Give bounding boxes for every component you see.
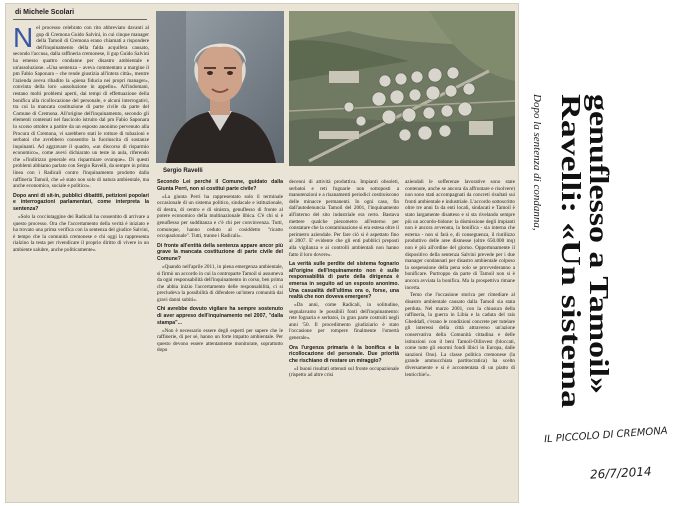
interview-answer: decenni di attività produttiva. Impianti obsoleti, serbatoi e reti fognarie non sottoposti a manutenzioni e a risanamenti periodici costituiscono delle minacce permanenti. In ogni caso, fin dall'autodenuncia Tamoil del 2001, l'inquinamento all'interno del sito industriale era certo. Bastava mettere qualche piezometro all'esterno per constatare che la contaminazione si era estesa oltre il perimetro aziendale. Per fare ciò si è aspettato fino al 2007. E' evidente che gli enti pubblici preposti alla vigilanza e ai controlli ambientali non hanno fatto il loro dovere». bbox=[289, 179, 399, 258]
headline-line-2: genuflesso a Tamoil» bbox=[584, 94, 614, 333]
drop-cap: N bbox=[13, 25, 34, 53]
interview-answer: «Da anni, come Radicali, in solitudine, segnalavamo le possibili fonti dell'inquinamento: rete fognaria e serbatoi, in gran parte costruiti negli anni '50. Il procedimento giudiziario è stato l'occasione per rompere finalmente l'omertà generale». bbox=[289, 302, 399, 342]
interview-answer: «Solo la cocciutaggine dei Radicali ha consentito di arrivare a questo processo. Ora che l'accertamento della verità è iniziato e ha trovato una prima verifica con la sentenza del giudice Salvini, è tempo che la comunità cremonese e chi oggi la rappresenta rialzino la testa per rivendicare il proprio diritto di vivere in un ambiente salubre, anche politicamente». bbox=[13, 214, 149, 253]
interview-question: Secondo Lei perché il Comune, guidato dalla Giunta Perri, non si costituì parte civile? bbox=[157, 179, 283, 192]
article-column-2 bbox=[157, 179, 283, 501]
interview-answer: aziendali le sofferenze lavorative sono state contenute, anche se ancora da affrontare e risolvere) non sono stati accompagnati da concreti risultati sui fronti ambientale e industriale. L'accordo sottoscritto oltre tre anni fa da enti locali, sindacati e Tamoil è stato largamente disatteso e si sta rivelando sempre più un accordo-bidone: la dismissione degli impianti non è ancora avvenuta, la bonifica - sia interna che esterna - non si farà e, di conseguenza, il riutilizzo produttivo delle aree dismesse (oltre 650.000 mq) non è più all'ordine del giorno. Opportunamente il dispositivo della sentenza Salvini prevede per i due manager condannati per disastro ambientale colposo la sospensione della pena solo se provvederanno a bonificare. Purtroppo da parte di Tamoil non si è ancora avviata la bonifica. Ma la prospettiva rimane incerta. bbox=[405, 179, 515, 291]
article-paragraph: el processo celebrato con rito abbreviato davanti al gup di Cremona Guido Salvini, in cui cinque manager della Tamoil di Cremona erano chiamati a rispondere dell'inquinamento della falda acquifera causato, secondo l'accusa, dalla raffineria cremonese, il gup Guido Salvini ha emesso quattro condanne per disastro ambientale e un'assoluzione. «Una sentenza – aveva commentato a margine il pm Fabio Saponara – che rende giustizia all'intera città», mentre l'azienda aveva ribadito la «piena fiducia nei propri manager», convinta della loro «assoluzione in appello». All'indomani, restano molti problemi aperti, dai tempi di effettuazione della bonifica alla ricollocazione del personale, e alcuni interrogativi, tra cui la mancata costituzione di parte civile da parte del Comune di Cremona. All'origine dell'inquinamento, secondo gli elementi contenuti nel fascicolo istruito dal pm Fabio Saponara lo scorso ottobre a partire da un esposto anonimo pervenuto alla Procura di Cremona, vi sarebbero stati le rotture di tubazioni e serbatoi che avrebbero consentito la fuoriuscita di sostanze inquinanti. Ad aggravare il quadro, «un discorso di risparmio economico», come avevi dichiarato un teste in aula, riferendo che «l'indirizzo generale era risparmiare ovunque». Di questi problemi abbiamo parlato con Sergio Ravelli, da sempre in prima linea con i Radicali contro l'inquinamento prodotto dalla raffineria Tamoil, che «è stato non solo di natura ambientale, ma anche economico, sociale e politico». bbox=[13, 25, 149, 190]
interview-question: Di fronte all'entità della sentenza appare ancor più grave la mancata costituzione di parte civile del Comune? bbox=[157, 242, 283, 262]
interview-question: Ora l'urgenza primaria è la bonifica e la ricollocazione del personale. Due priorità che rischiano di restare un miraggio? bbox=[289, 344, 399, 364]
portrait-photo bbox=[156, 11, 284, 163]
handwritten-date: 26/7/2014 bbox=[589, 464, 652, 482]
photo-caption: Sergio Ravelli bbox=[163, 168, 203, 174]
article-column-4 bbox=[405, 179, 515, 501]
byline: di Michele Scolari bbox=[15, 9, 75, 16]
interview-answer: «Non è necessario essere degli esperti per sapere che le raffinerie, di per sé, hanno un forte impatto ambientale. Per questo devono essere attentamente monitorate, soprattutto dopo bbox=[157, 327, 283, 354]
interview-answer: «I buoni risultati ottenuti sul fronte occupazionale (rispetto ad altre crisi bbox=[289, 365, 399, 379]
refinery-aerial-photo bbox=[289, 11, 515, 166]
kicker: Dopo la sentenza di condanna, bbox=[531, 94, 543, 231]
handwritten-source: IL PICCOLO DI CREMONA bbox=[543, 425, 668, 446]
interview-question: Dopo anni di sit-in, pubblici dibattiti, petizioni popolari e interrogazioni parlamentari, come interpreta la sentenza? bbox=[13, 192, 149, 213]
headline-block bbox=[518, 92, 614, 412]
interview-question: Chi avrebbe dovuto vigilare ha sempre sostenuto di aver appreso dell'inquinamento nel 2007, "dalla stampa"... bbox=[157, 306, 283, 326]
refinery-illustration bbox=[289, 11, 515, 166]
headline-line-1: Ravelli: «Un sistema bbox=[556, 94, 586, 331]
article-column-3 bbox=[289, 179, 399, 501]
divider bbox=[13, 19, 147, 20]
article-column-1 bbox=[13, 25, 149, 499]
interview-answer: «La giunta Perri ha rappresentato solo il terminale occasionale di un sistema politico, sindacale e istituzionale, di destra, di centro e di sinistra, genuflesso di fronte al potere economico della multinazionale libica. C'è chi si è genuflesso per sudditanza e c'è chi per convinvenza. Tutti, comunque, hanno ceduto al cosiddetto "ricatto occupazionale". Tutti, tranne i Radicali». bbox=[157, 193, 283, 240]
interview-answer: Temo che l'occasione storica per rimediare al disastro ambientale causato dalla Tamoil sia stata perduta. Nel marzo 2001, con la chiusura della raffineria, la guerra in Libia e la caduta del rais Gheddafi, c'erano le condizioni concrete per tutelare gli interessi della città attraverso un'azione conservativa della Comunità cittadina e delle istituzioni con il beni Tamoil-Oilinvest (bloccati, come tutte gli enormi fondi libici in Europa, dalle sanzioni Onu). La classe politica cremonese (la grande ammucchiata partitocratica) ha scelto diversamente e si è accontentata di un piatto di lenticchie!». bbox=[405, 292, 515, 378]
portrait-illustration bbox=[156, 11, 284, 163]
interview-question: La verità sulle perdite del sistema fognario all'origine dell'inquinamento non è sulle responsabilità di parte della dirigenza è emersa in seguito ad un esposto anonimo. Una casualità dell'ultima ora o, forse, una realtà che non doveva emergere? bbox=[289, 261, 399, 301]
interview-answer: «Quando nell'aprile 2011, in piena emergenza ambientale, si firmò un accordo in cui la controparte Tamoil si assumeva da ogni responsabilità dell'inquinamento in corso, ben prima che abbia inizio l'accertamento delle responsabilità, ci si precludeva la possibilità di difendere un'intera comunità dai gravi danni subiti». bbox=[157, 263, 283, 303]
headline-svg bbox=[518, 92, 614, 412]
newspaper-clipping bbox=[5, 3, 519, 503]
